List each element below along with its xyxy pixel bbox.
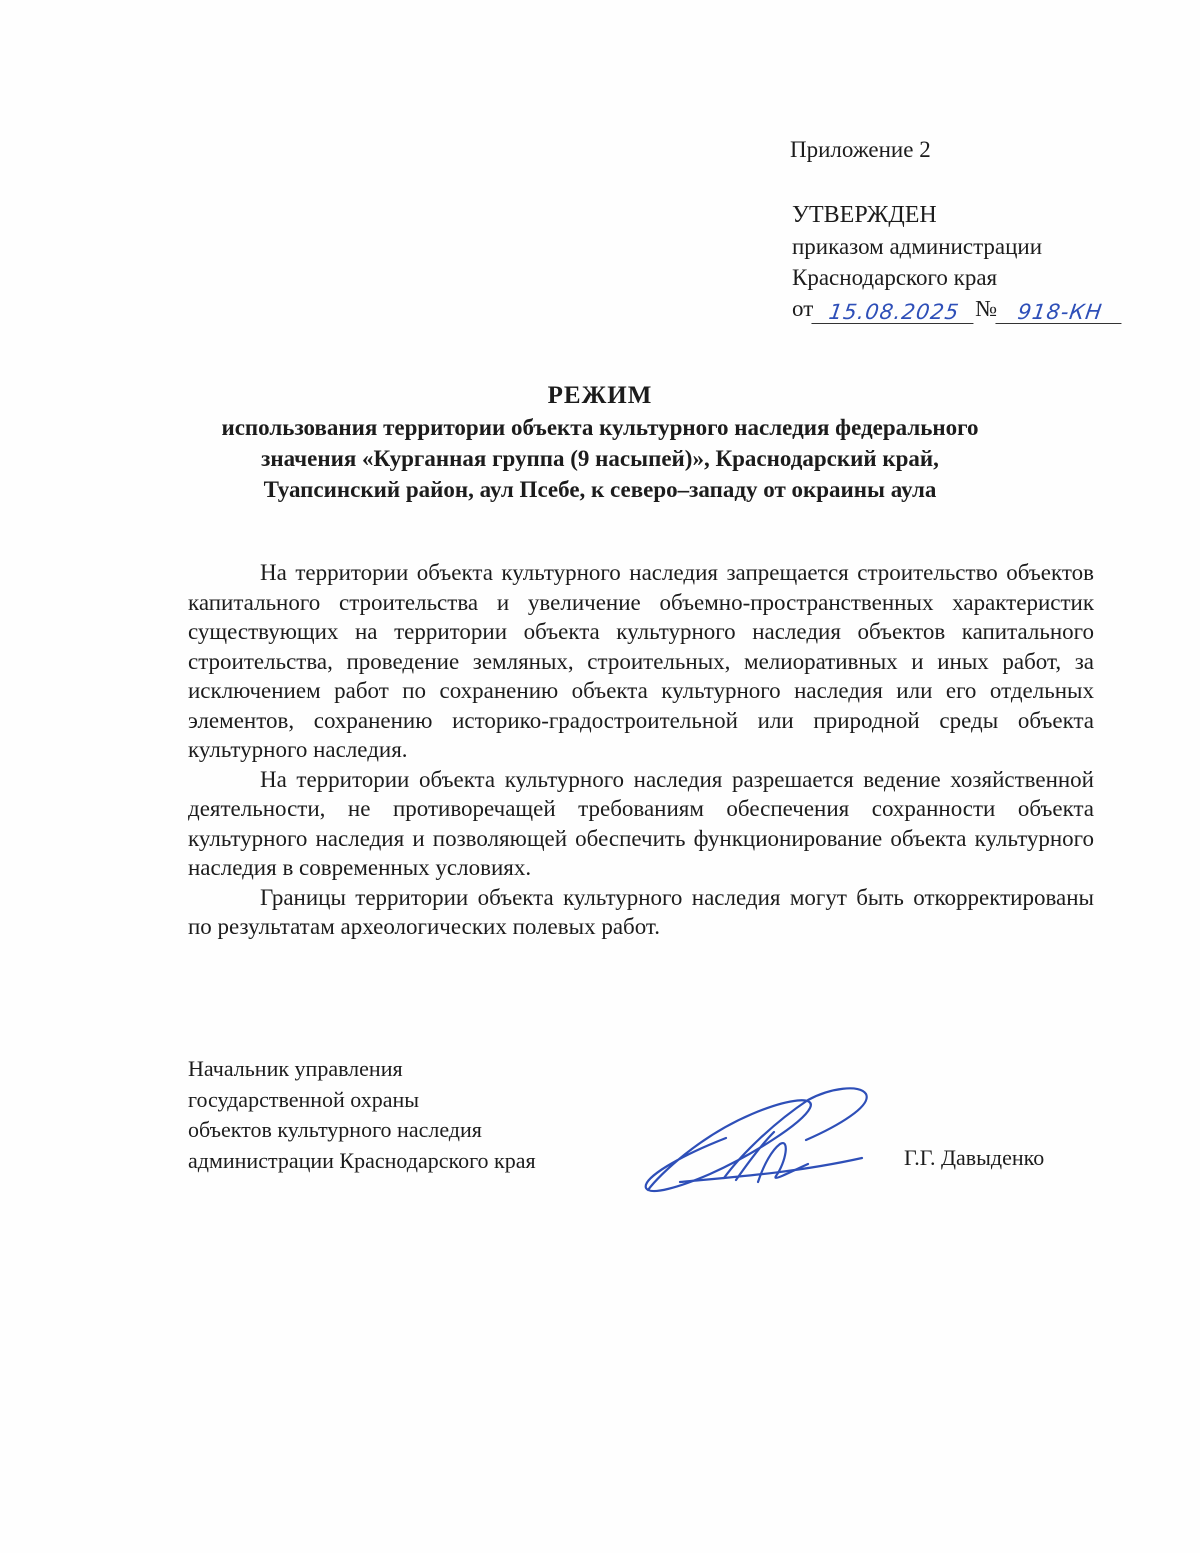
title-line-3: Туапсинский район, аул Псебе, к северо–западу от окраины аула bbox=[263, 477, 937, 502]
approved-by-line-2: Краснодарского края bbox=[792, 265, 998, 290]
handwritten-order-number: 918-КН bbox=[996, 301, 1125, 324]
order-date-number-line bbox=[792, 293, 1123, 324]
approved-heading: УТВЕРЖДЕН bbox=[792, 202, 937, 228]
title-line-2: значения «Курганная группа (9 насыпей)», Краснодарский край, bbox=[261, 446, 939, 471]
position-line-3: объектов культурного наследия bbox=[188, 1117, 482, 1142]
appendix-label: Приложение 2 bbox=[790, 137, 931, 162]
paragraph-boundaries: Границы территории объекта культурного наследия могут быть откорректированы по результатам археологических полевых работ. bbox=[188, 884, 1094, 939]
position-line-2: государственной охраны bbox=[188, 1086, 420, 1112]
approval-stamp-block bbox=[792, 200, 1123, 324]
position-line-4: администрации Краснодарского края bbox=[188, 1147, 536, 1173]
handwritten-date: 15.08.2025 bbox=[812, 301, 977, 324]
signatory-position bbox=[188, 1054, 536, 1176]
paragraph-prohibitions: На территории объекта культурного наследия запрещается строительство объектов капитального строительства и увеличение объемно-пространственных характеристик существующих на территории объекта культурного наследия объектов капитального строительства, проведение земляных, строительных, мелиоративных и иных работ, за исключением работ по сохранению объекта культурного наследия или его отдельных элементов, сохранению историко-градостроительной или природной среды объекта культурного наследия. bbox=[188, 560, 1094, 762]
title-main: РЕЖИМ bbox=[547, 382, 653, 409]
paragraph-permissions: На территории объекта культурного наследия разрешается ведение хозяйственной деятельности, не противоречащей требованиям обеспечения сохранности объекта культурного наследия и позволяющей обеспечить функционирование объекта культурного наследия в современных условиях. bbox=[188, 766, 1094, 880]
title-line-1: использования территории объекта культурного наследия федерального bbox=[221, 415, 979, 440]
position-line-1: Начальник управления bbox=[188, 1056, 403, 1081]
signatory-name: Г.Г. Давыденко bbox=[904, 1145, 1045, 1170]
document-body bbox=[188, 558, 1094, 942]
approved-by-line-1: приказом администрации bbox=[792, 234, 1043, 259]
document-title bbox=[150, 380, 1050, 505]
date-prefix: от bbox=[792, 296, 814, 321]
handwritten-signature bbox=[640, 1086, 880, 1196]
number-prefix: № bbox=[975, 296, 998, 321]
